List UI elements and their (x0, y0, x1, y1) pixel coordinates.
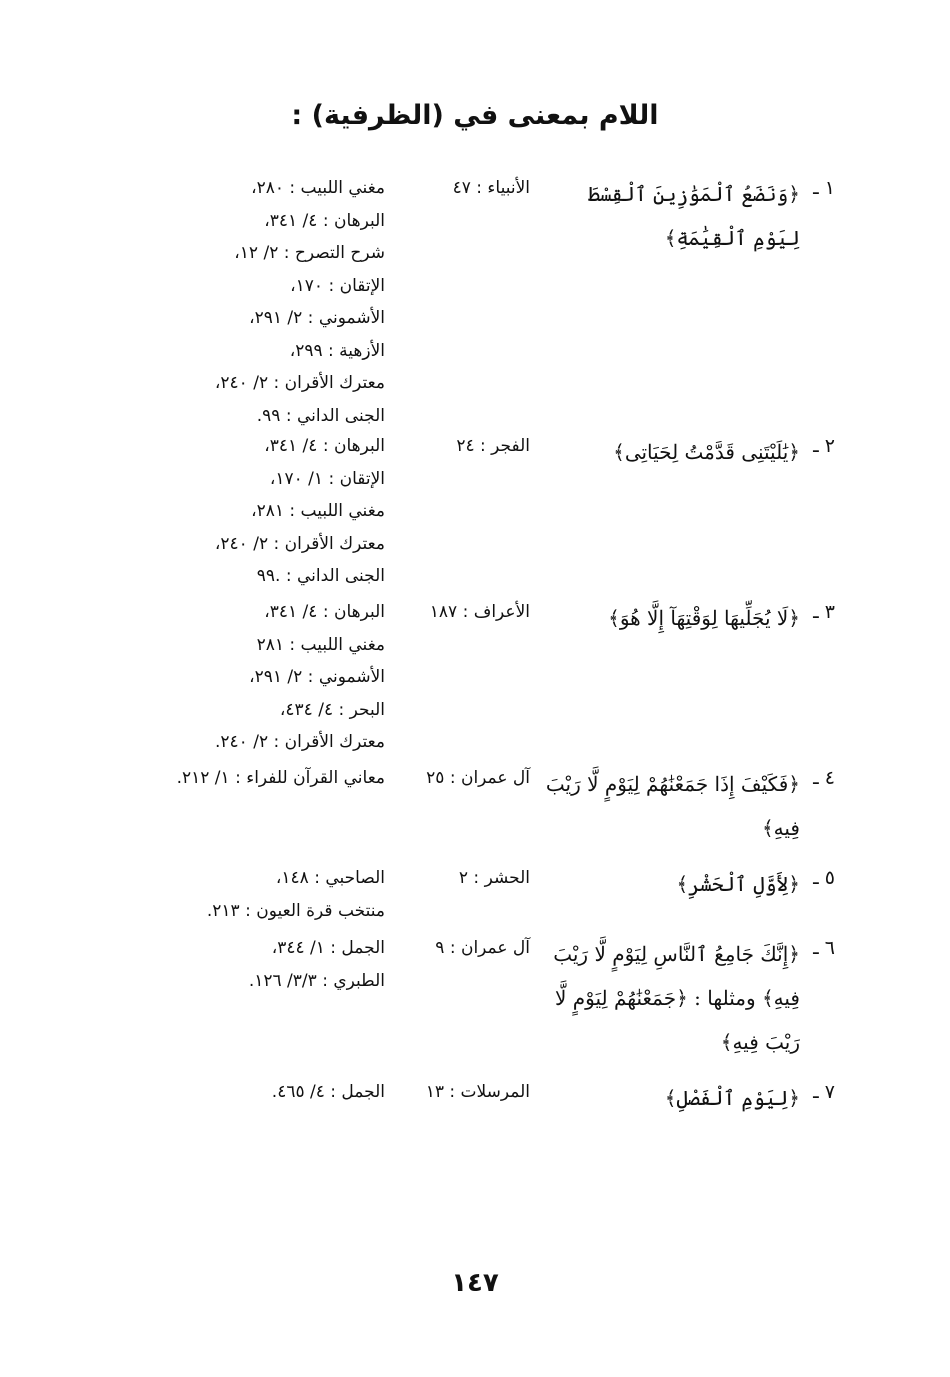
source-reference: معترك الأقران : ٢/ ٢٤٠. (215, 732, 385, 752)
source-reference: الأشموني : ٢/ ٢٩١، (249, 667, 385, 687)
surah-reference: الفجر : ٢٤ (456, 436, 530, 456)
entry-number: ٦ ـ (813, 937, 835, 959)
source-reference: الأزهية : ٢٩٩، (289, 340, 385, 361)
source-reference: الإتقان : ١/ ١٧٠، (269, 468, 385, 489)
quran-verse: ﴿يَٰلَيْتَنِى قَدَّمْتُ لِحَيَاتِى﴾ (613, 440, 800, 464)
source-reference: معاني القرآن للفراء : ١/ ٢١٢. (176, 768, 385, 788)
entry-number: ٣ ـ (813, 601, 835, 623)
source-references (135, 172, 385, 432)
quran-verse: ﴿لِيَوْمِ ٱلْفَصْلِ﴾ (664, 1086, 800, 1110)
source-reference: البرهان : ٤/ ٣٤١، (264, 210, 385, 231)
source-references (135, 862, 385, 927)
source-reference: البرهان : ٤/ ٣٤١، (264, 602, 385, 622)
source-reference: معترك الأقران : ٢/ ٢٤٠، (214, 373, 385, 393)
source-references (135, 430, 385, 593)
surah-reference: الأعراف : ١٨٧ (429, 602, 530, 622)
surah-reference: المرسلات : ١٣ (425, 1082, 530, 1102)
source-references (135, 596, 385, 759)
source-reference: معترك الأقران : ٢/ ٢٤٠، (214, 533, 385, 554)
source-reference: مغني اللبيب : ٢٨١، (251, 501, 385, 521)
surah-reference: آل عمران : ٩ (435, 938, 530, 958)
source-reference: الطبري : ٣/٣/ ١٢٦. (248, 970, 385, 991)
quran-verse: ﴿وَنَضَعُ ٱلْمَوَٰزِينَ ٱلْقِسْطَ لِيَوْمِ ٱلْقِيَٰمَةِ﴾ (588, 182, 800, 250)
source-reference: منتخب قرة العيون : ٢١٣. (206, 900, 385, 921)
source-references (135, 762, 385, 795)
source-reference: الجمل : ٤/ ٤٦٥. (271, 1082, 385, 1102)
source-reference: شرح التصرح : ٢/ ١٢، (234, 243, 385, 263)
surah-reference: الأنبياء : ٤٧ (452, 178, 530, 198)
surah-reference: آل عمران : ٢٥ (426, 768, 530, 788)
source-reference: البرهان : ٤/ ٣٤١، (264, 436, 385, 456)
quran-verse: ﴿فَكَيْفَ إِذَا جَمَعْنَٰهُمْ لِيَوْمٍ لَّا رَيْبَ فِيهِ﴾ (545, 772, 800, 840)
page-number: ١٤٧ (451, 1268, 499, 1298)
source-reference: الإتقان : ١٧٠، (290, 275, 385, 296)
entry-number: ٢ ـ (813, 435, 835, 457)
quran-verse: ﴿لَا يُجَلِّيهَا لِوَقْتِهَآ إِلَّا هُوَ﴾ (608, 606, 800, 630)
source-reference: مغني اللبيب : ٢٨١ (256, 634, 385, 655)
source-reference: الجنى الداني : .٩٩ (256, 566, 385, 586)
source-reference: الأشموني : ٢/ ٢٩١، (249, 308, 385, 328)
entry-number: ١ ـ (813, 177, 835, 199)
source-reference: البحر : ٤/ ٤٣٤، (279, 699, 385, 720)
source-reference: الجمل : ١/ ٣٤٤، (271, 938, 385, 958)
quran-verse: ﴿إِنَّكَ جَامِعُ ٱلنَّاسِ لِيَوْمٍ لَّا رَيْبَ فِيهِ﴾ ومثلها : ﴿جَمَعْنَٰهُمْ لِيَوْمٍ لَّا رَيْبَ فِيهِ﴾ (553, 942, 800, 1054)
entry-number: ٥ ـ (813, 867, 835, 889)
entry-number: ٤ ـ (813, 767, 835, 789)
source-references (135, 932, 385, 997)
entry-number: ٧ ـ (813, 1081, 835, 1103)
surah-reference: الحشر : ٢ (458, 868, 530, 888)
quran-verse: ﴿لِأَوَّلِ ٱلْحَشْرِ﴾ (676, 872, 800, 896)
source-reference: الجنى الداني : ٩٩. (256, 405, 385, 426)
source-reference: مغني اللبيب : ٢٨٠، (251, 178, 385, 198)
section-title: اللام بمعنى في (الظرفية) : (291, 100, 659, 131)
source-reference: الصاحبي : ١٤٨، (275, 868, 385, 888)
source-references (135, 1076, 385, 1109)
